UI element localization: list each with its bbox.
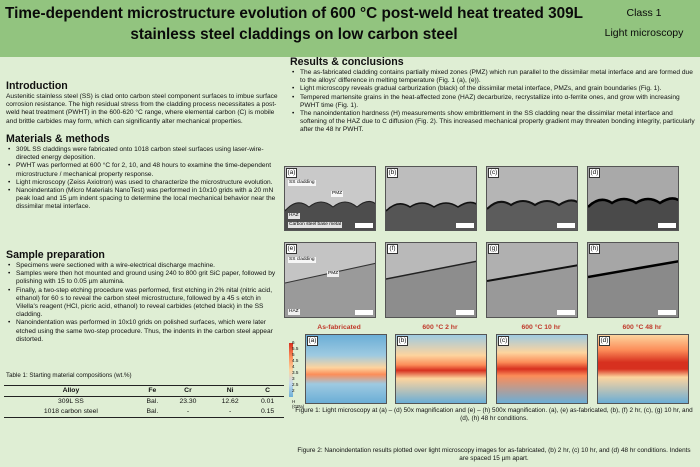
table-header: Fe [148,387,157,395]
list-item: • Finally, a two-step etching procedure was performed, first etching in 2% nital (nitric acid, ethanol) for 60 s to reveal the carbon steel microstructure, followed by a 45 s etch in Vilella's reagent (HCl, picric acid, ethanol) to reveal carbides (etched black) in the SS cladding. [6,287,282,320]
scale-bar [355,310,373,315]
figure1-caption: Figure 1: Light microscopy at (a) – (d) 50x magnification and (e) – (h) 500x magnification. (a), (e) as-fabricated, (b), (f) 2 hr, (c), (g) 10 hr, and (d), (h) 48 hr conditions. [295,407,693,422]
carbon-steel-tag: Carbon steel base metal [289,222,341,227]
colorbar-tick: 3.5 [292,370,299,375]
colorbar-tick: 5 [292,352,295,357]
results-section [290,56,695,135]
ss-cladding-tag: SS cladding [289,257,315,262]
micrograph-texture [487,243,578,318]
table-header: C [265,387,271,395]
table-header: Ni [226,387,234,395]
pmz-tag: PMZ [332,191,343,196]
haz-tag: HAZ [289,309,299,314]
fig2-column-title: 600 °C 2 hr [422,324,458,331]
panel-label: (c) [489,169,498,176]
micrograph-texture [588,243,679,318]
sample-prep-section [6,249,282,344]
table-cell: 0.01 [260,398,275,405]
micrograph-500x [385,242,477,318]
class-number: Class 1 [626,7,662,19]
colorbar-label: H (GPa) [292,399,305,409]
colorbar-tick: 2.5 [292,382,299,387]
table-header: Alloy [62,387,80,395]
sample-prep-heading: Sample preparation [6,249,105,261]
list-item: • The nanoindentation hardness (H) measurements show embrittlement in the SS cladding near the dissimilar metal interface and softening of the HAZ due to C diffusion (Fig. 2). This increased mechanical property gradient may threaten bonding integrity, particularly after the 48 hr PWHT. [290,110,695,135]
panel-label: (f) [387,244,398,254]
panel-label: (b) [388,169,397,176]
hardness-map [496,334,588,404]
class-category: Light microscopy [604,27,684,39]
table-cell: Bal. [146,408,159,415]
scale-bar [658,310,676,315]
panel-label: (d) [600,337,609,344]
haz-tag: HAZ [289,213,299,218]
hardness-map [305,334,387,404]
micrograph-texture [588,167,679,231]
table-cell: - [186,408,190,415]
micrograph-texture [386,167,477,231]
list-item: • The as-fabricated cladding contains partially mixed zones (PMZ) which run parallel to the dissimilar metal interface and are formed due to the alloys' difference in melting temperature (Fig. 1 (a), (e)). [290,69,695,85]
results-list [290,69,695,135]
table-header-row [4,386,284,397]
table-caption: Table 1: Starting material compositions (wt.%) [6,372,132,379]
fig2-column-title: 600 °C 48 hr [622,324,662,331]
micrograph-texture [386,243,477,318]
micrograph-50x [587,166,679,231]
panel-label: (a) [287,169,296,176]
micrograph-50x [486,166,578,231]
colorbar-tick: 2 [292,388,295,393]
panel-label: (g) [489,245,498,252]
fig2-column-title: As-fabricated [317,324,361,331]
scale-bar [456,310,474,315]
scale-bar [658,223,676,228]
list-item: • Nanoindentation was performed in 10x10 grids on polished surfaces, which were later etched using the same two-step procedure. Thus, the indents in the carbon steel appear distorted. [6,319,282,344]
list-item: • Light microscopy (Zeiss Axiotron) was used to characterize the microstructure evolution. [6,179,282,187]
colorbar-tick: 3 [292,376,295,381]
methods-heading: Materials & methods [6,133,110,145]
introduction-section [6,80,282,126]
panel-label: (e) [287,245,296,252]
class-label [590,3,698,43]
list-item: • Light microscopy reveals gradual carburization (black) of the dissimilar metal interface, PMZs, and grain boundaries (Fig. 1). [290,85,695,93]
sample-prep-list [6,262,282,344]
micrograph-500x [284,242,376,318]
panel-label: (b) [398,337,407,344]
panel-label: (h) [590,245,599,252]
composition-table [4,385,284,418]
table-cell: 0.15 [260,408,275,415]
list-item: • Tempered martensite grains in the heat-affected zone (HAZ) decarburize, recrystallize into α-ferrite ones, and grow with increasing PWHT time (Fig. 1). [290,94,695,110]
hardness-map [395,334,487,404]
micrograph-texture [285,243,376,318]
list-item: • PWHT was performed at 600 °C for 2, 10, and 48 hours to examine the time-dependent microstructure / mechanical property response. [6,162,282,178]
micrograph-50x [284,166,376,231]
introduction-text: Austenitic stainless steel (SS) is clad onto carbon steel component surfaces to imbue surface corrosion resistance. The high residual stress from the cladding process necessitates a post-weld heat treatment (PWHT) in the 600-620 °C range, where elemental carbon (C) is mobile and brittle carbides may form, which can significantly alter mechanical properties. [6,93,278,125]
scale-bar [557,310,575,315]
colorbar-tick: 4.5 [292,358,299,363]
list-item: • Nanoindentation (Micro Materials NanoTest) was performed in 10x10 grids with a 20 mN peak load and 15 µm indent spacing to determine the local mechanical behavior near the dissimilar metal interface. [6,187,282,212]
scale-bar [557,223,575,228]
pmz-tag: PMZ [328,271,339,276]
micrograph-texture [487,167,578,231]
list-item: • Samples were then hot mounted and ground using 240 to 800 grit SiC paper, followed by polishing with 15 to 0.05 µm alumina. [6,270,282,286]
hardness-map [597,334,689,404]
introduction-heading: Introduction [6,80,68,92]
table-cell: Bal. [146,398,159,405]
results-heading: Results & conclusions [290,56,404,68]
scale-bar [355,223,373,228]
micrograph-50x [385,166,477,231]
micrograph-500x [587,242,679,318]
colorbar-tick: 5.5 [292,346,299,351]
colorbar-tick: 6 [292,340,295,345]
figure2-caption: Figure 2: Nanoindentation results plotted over light microscopy images for as-fabricated, (b) 2 hr, (c) 10 hr, and (d) 48 hr conditions. Indents are spaced 15 µm apart. [297,447,691,462]
panel-label: (d) [590,169,599,176]
panel-label: (c) [499,337,508,344]
methods-list [6,146,282,212]
fig2-column-title: 600 °C 10 hr [521,324,561,331]
table-cell: 23.30 [179,398,197,405]
colorbar-tick: 4 [292,364,295,369]
list-item: • 309L SS claddings were fabricated onto 1018 carbon steel surfaces using laser-wire-directed energy deposition. [6,146,282,162]
scale-bar [456,223,474,228]
table-cell: - [228,408,232,415]
table-row [4,407,284,418]
table-cell: 12.62 [221,398,239,405]
panel-label: (a) [308,337,317,344]
table-cell: 1018 carbon steel [43,408,98,415]
ss-cladding-tag: SS cladding [289,180,315,185]
table-row [4,396,284,407]
micrograph-500x [486,242,578,318]
poster-header [0,0,700,57]
list-item: • Specimens were sectioned with a wire-electrical discharge machine. [6,262,282,270]
poster-title: Time-dependent microstructure evolution of 600 °C post-weld heat treated 309L stainless steel claddings on low carbon steel [5,5,583,43]
table-header: Cr [184,387,192,395]
table-cell: 309L SS [58,398,84,405]
methods-section [6,133,282,212]
